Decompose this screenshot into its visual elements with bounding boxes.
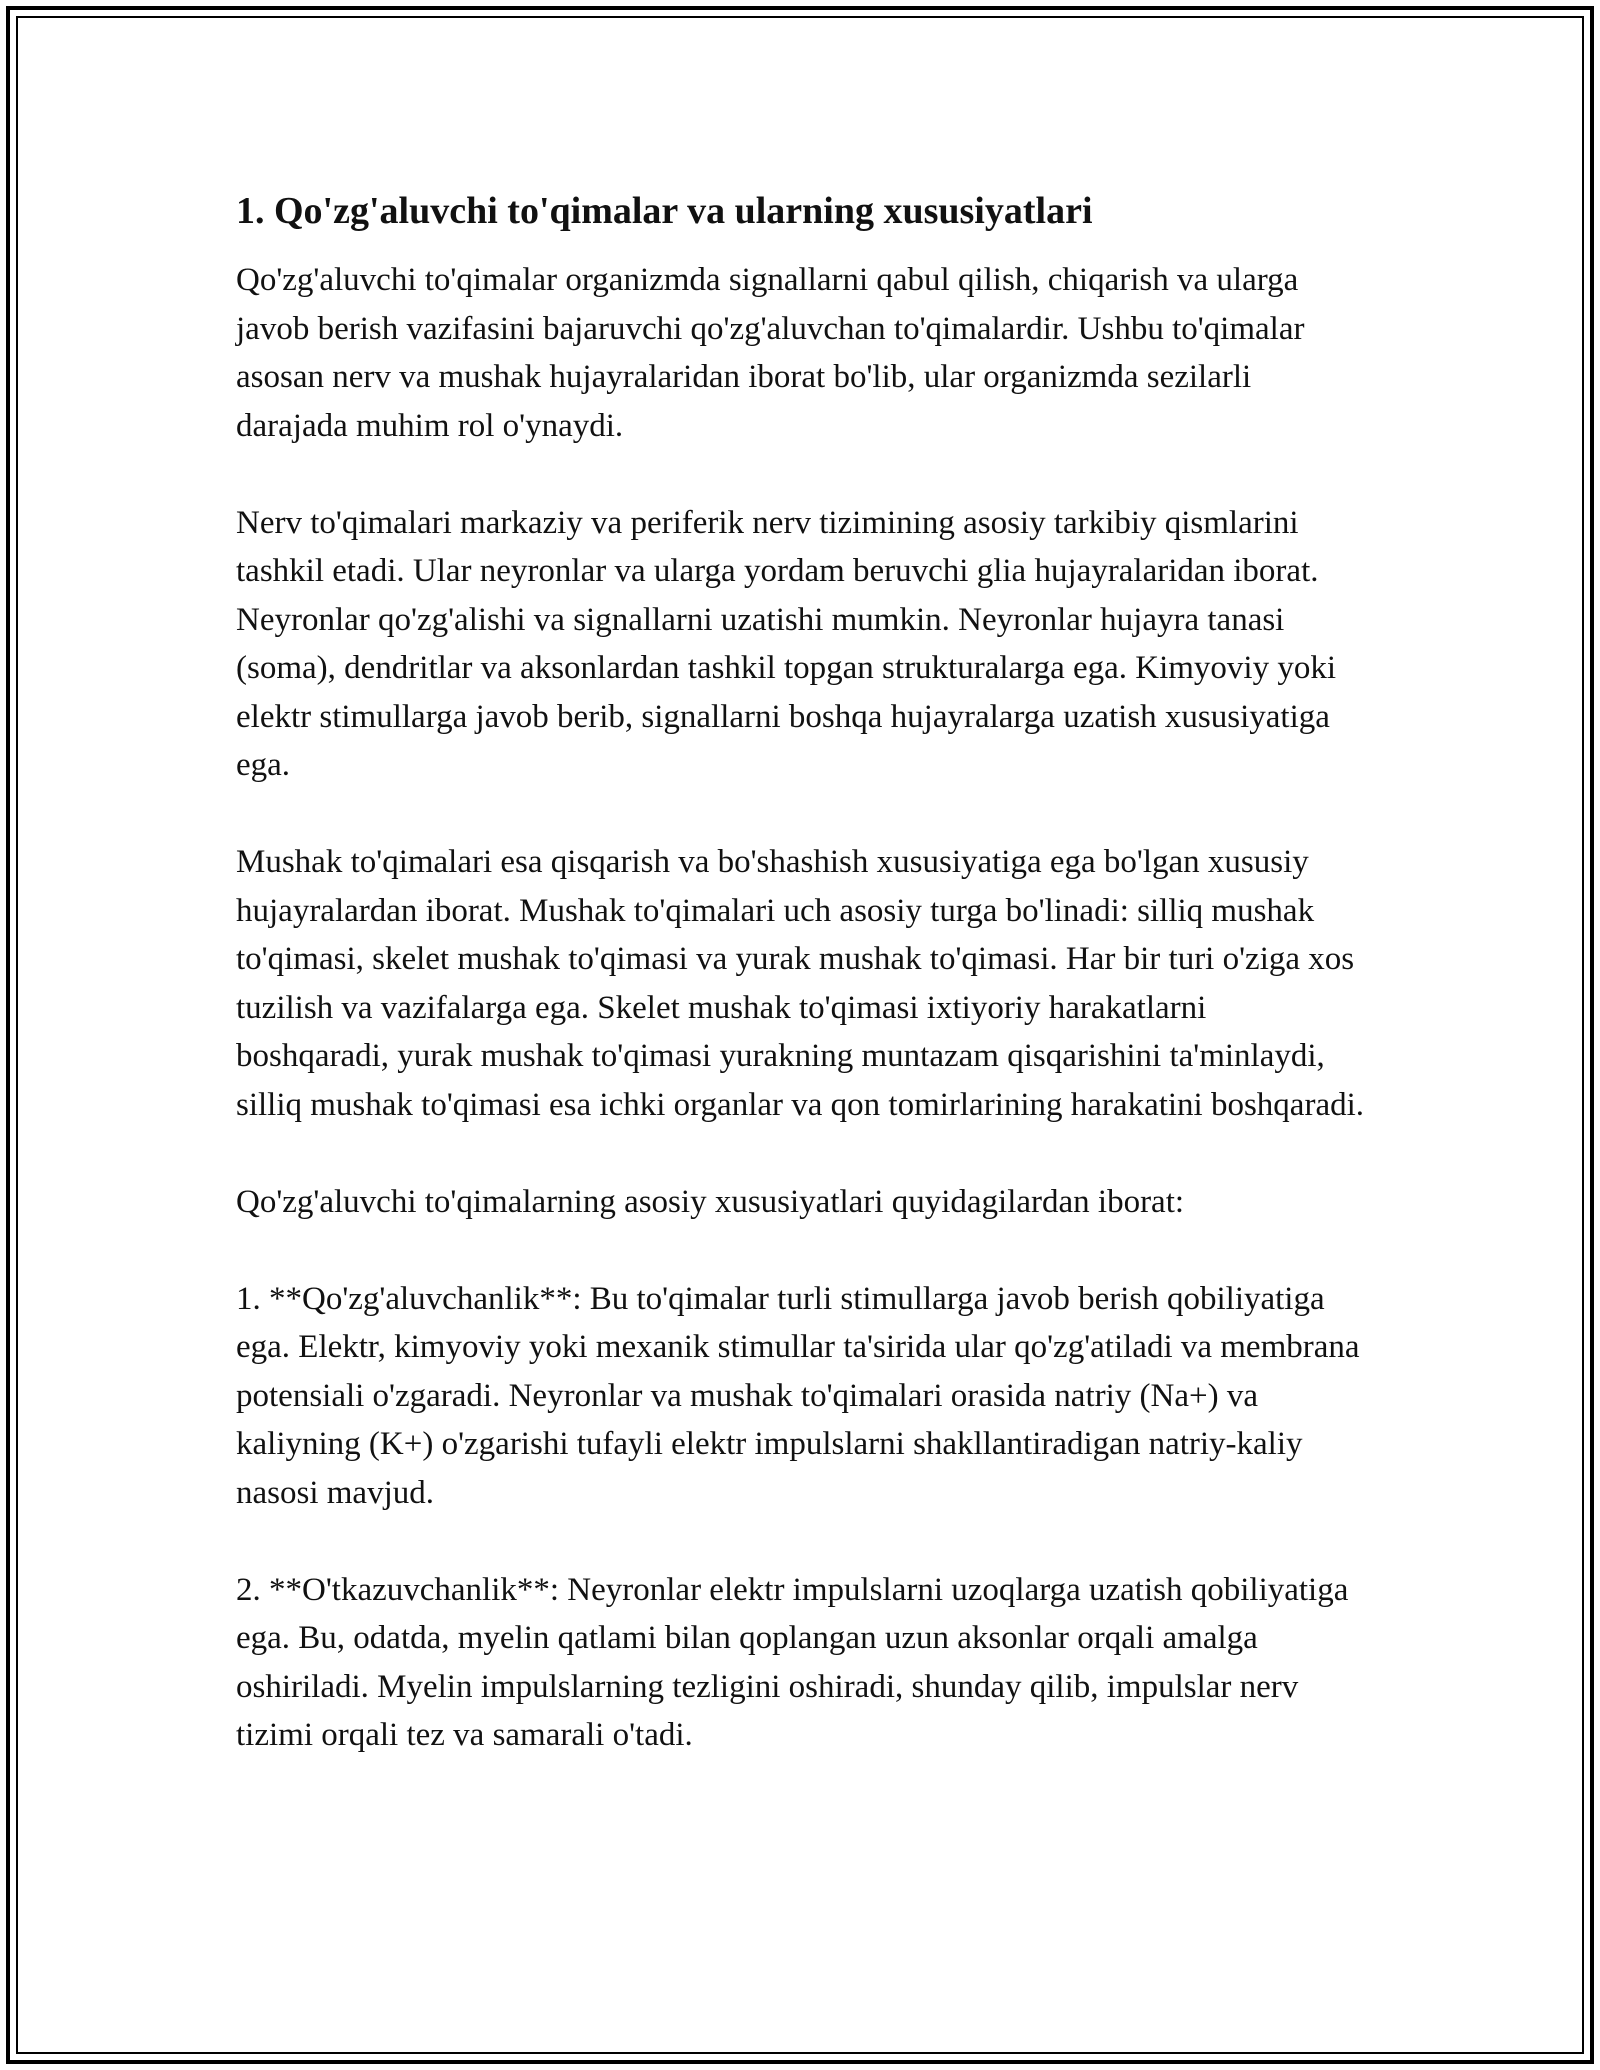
paragraph-nerve-tissue: Nerv to'qimalari markaziy va periferik nerv tizimining asosiy tarkibiy qismlarini tashkil etadi. Ular neyronlar va ularga yordam beruvchi glia hujayralaridan iborat. Neyronlar qo'zg'alishi va signallarni uzatishi mumkin. Neyronlar hujayra tanasi (soma), dendritlar va aksonlardan tashkil topgan strukturalarga ega. Kimyoviy yoki elektr stimullarga javob berib, signallarni boshqa hujayralarga uzatish xususiyatiga ega. — [236, 504, 1337, 783]
section-heading: 1. Qo'zg'aluvchi to'qimalar va ularning xususiyatlari — [236, 190, 1093, 232]
document-body — [236, 186, 1366, 1808]
list-item-conductivity: 2. **O'tkazuvchanlik**: Neyronlar elektr impulslarni uzoqlarga uzatish qobiliyatiga ega. Bu, odatda, myelin qatlami bilan qoplangan uzun aksonlar orqali amalga oshiriladi. Myelin impulslarning tezligini oshiradi, shunday qilib, impulslar nerv tizimi orqali tez va samarali o'tadi. — [236, 1571, 1349, 1753]
paragraph-properties-intro: Qo'zg'aluvchi to'qimalarning asosiy xususiyatlari quyidagilardan iborat: — [236, 1183, 1185, 1220]
list-item-excitability: 1. **Qo'zg'aluvchanlik**: Bu to'qimalar turli stimullarga javob berish qobiliyatiga ega. Elektr, kimyoviy yoki mexanik stimullar ta'sirida ular qo'zg'atiladi va membrana potensiali o'zgaradi. Neyronlar va mushak to'qimalari orasida natriy (Na+) va kaliyning (K+) o'zgarishi tufayli elektr impulslarni shakllantiradigan natriy-kaliy nasosi mavjud. — [236, 1280, 1360, 1511]
paragraph-intro: Qo'zg'aluvchi to'qimalar organizmda signallarni qabul qilish, chiqarish va ularga javob berish vazifasini bajaruvchi qo'zg'aluvchan to'qimalardir. Ushbu to'qimalar asosan nerv va mushak hujayralaridan iborat bo'lib, ular organizmda sezilarli darajada muhim rol o'ynaydi. — [236, 262, 1305, 444]
paragraph-muscle-tissue: Mushak to'qimalari esa qisqarish va bo'shashish xususiyatiga ega bo'lgan xususiy hujayralardan iborat. Mushak to'qimalari uch asosiy turga bo'linadi: silliq mushak to'qimasi, skelet mushak to'qimasi va yurak mushak to'qimasi. Har bir turi o'ziga xos tuzilish va vazifalarga ega. Skelet mushak to'qimasi ixtiyoriy harakatlarni boshqaradi, yurak mushak to'qimasi yurakning muntazam qisqarishini ta'minlaydi, silliq mushak to'qimasi esa ichki organlar va qon tomirlarining harakatini boshqaradi. — [236, 844, 1365, 1123]
